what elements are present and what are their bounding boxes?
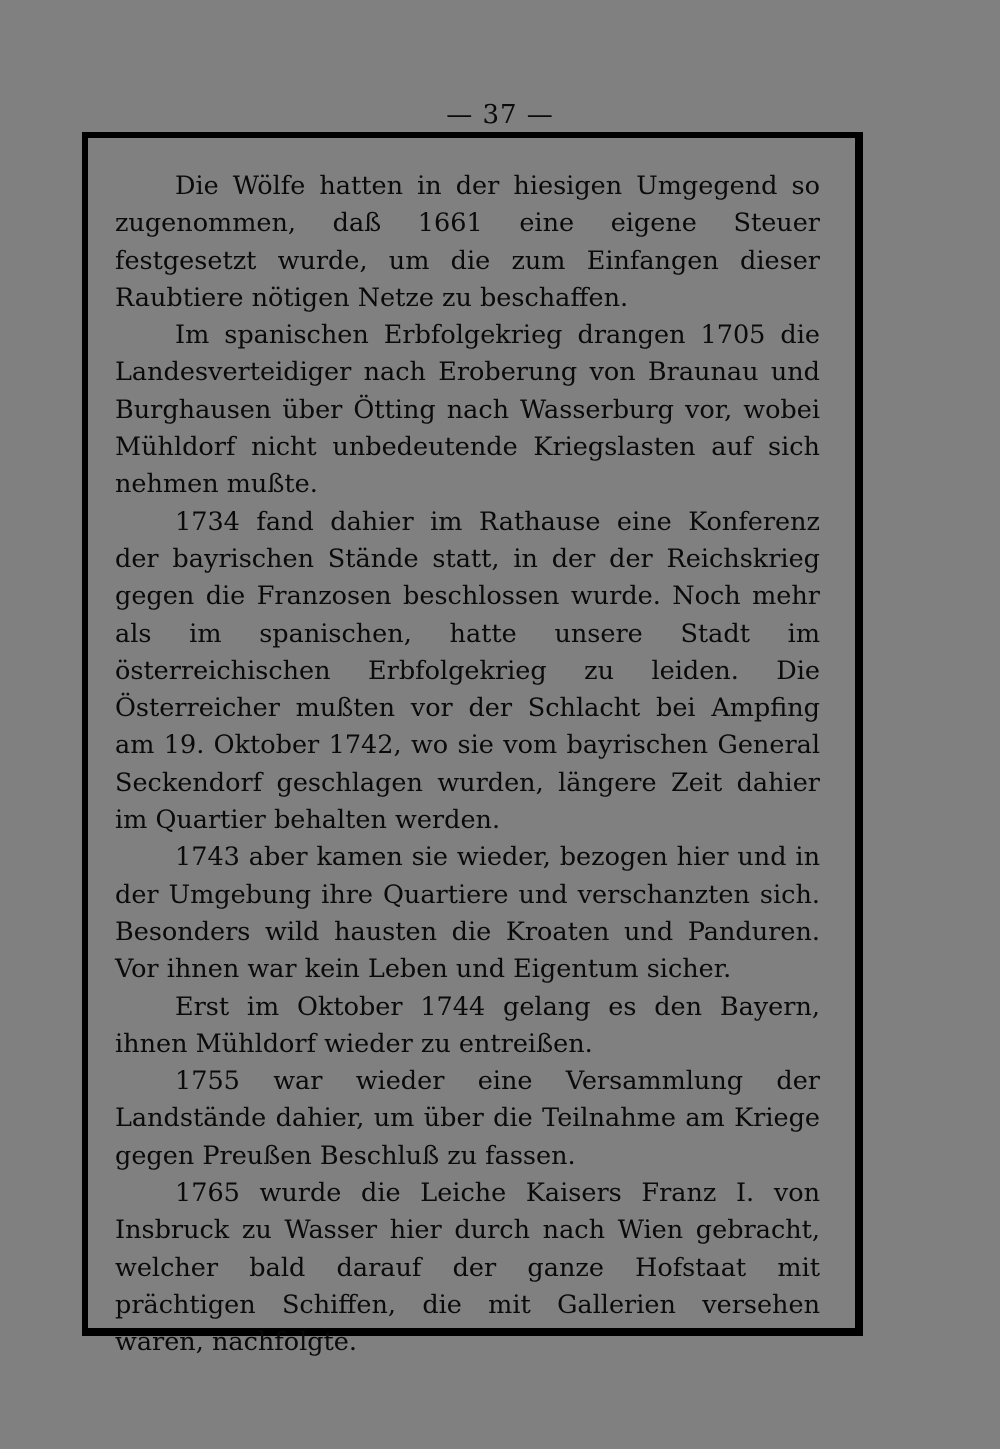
paragraph-1744-recapture: Erst im Oktober 1744 gelang es den Bayern, ihnen Mühldorf wieder zu entreißen. [115,991,820,1059]
paragraph-1743-quarters: 1743 aber kamen sie wieder, bezogen hier und in der Umgebung ihre Quartiere und verschanzten sich. Besonders wild hausten die Kroaten und Panduren. Vor ihnen war kein Leben und Eigentum sicher. [115,842,820,985]
paragraph-1755-assembly: 1755 war wieder eine Versammlung der Landstände dahier, um über die Teilnahme am Kriege gegen Preußen Beschluß zu fassen. [115,1066,820,1171]
body-text [115,168,820,1362]
paragraph-spanish-succession-war: Im spanischen Erbfolgekrieg drangen 1705 die Landesverteidiger nach Eroberung von Braunau und Burghausen über Ötting nach Wasserburg vor, wobei Mühldorf nicht unbedeutende Kriegslasten auf sich nehmen mußte. [115,320,820,500]
paragraph-1765-funeral: 1765 wurde die Leiche Kaisers Franz I. von Insbruck zu Wasser hier durch nach Wien gebracht, welcher bald darauf der ganze Hofstaat mit prächtigen Schiffen, die mit Gallerien versehen waren, nachfolgte. [115,1178,820,1358]
paragraph-wolves: Die Wölfe hatten in der hiesigen Umgegend so zugenommen, daß 1661 eine eigene Steuer festgesetzt wurde, um die zum Einfangen dieser Raubtiere nötigen Netze zu beschaffen. [115,171,820,313]
paragraph-1734-conference: 1734 fand dahier im Rathause eine Konferenz der bayrischen Stände statt, in der der Reichskrieg gegen die Franzosen beschlossen wurde. Noch mehr als im spanischen, hatte unsere Stadt im österreichischen Erbfolgekrieg zu leiden. Die Österreicher mußten vor der Schlacht bei Ampfing am 19. Oktober 1742, wo sie vom bayrischen General Seckendorf geschlagen wurden, längere Zeit dahier im Quartier behalten werden. [115,506,820,836]
page-number: — 37 — [446,100,554,130]
